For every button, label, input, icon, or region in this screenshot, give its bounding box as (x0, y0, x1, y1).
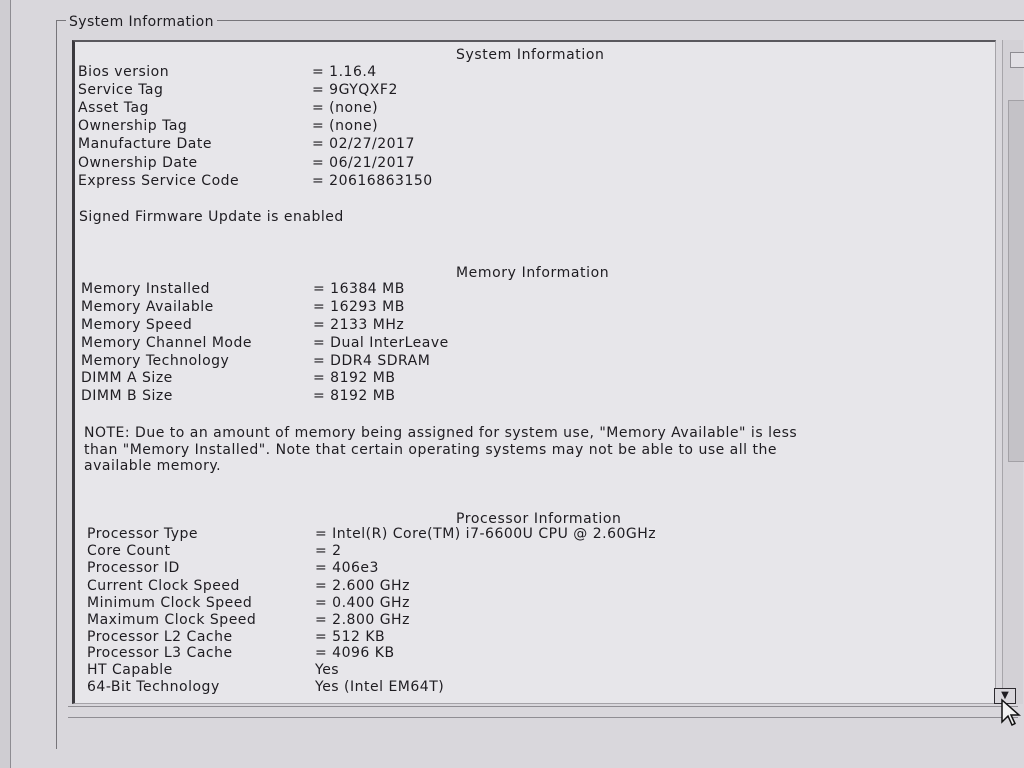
row-label: Processor Type (87, 526, 199, 542)
row-value: = 406e3 (315, 560, 379, 576)
row-value: = 06/21/2017 (312, 155, 415, 171)
memory-note-line: than "Memory Installed". Note that certain operating systems may not be able to use all the (84, 442, 777, 458)
row-label: Memory Installed (81, 281, 211, 297)
row-value: = 8192 MB (313, 388, 396, 404)
row-label: Bios version (78, 64, 170, 80)
memory-note-line: available memory. (84, 458, 222, 474)
row-label: DIMM B Size (81, 388, 173, 404)
row-value: = 20616863150 (312, 173, 433, 189)
row-label: Service Tag (78, 82, 164, 98)
row-value: = Dual InterLeave (313, 335, 449, 351)
row-value: Yes (315, 662, 340, 678)
row-label: Memory Technology (81, 353, 230, 369)
row-label: Memory Available (81, 299, 214, 315)
row-value: = 2 (315, 543, 342, 559)
processor-information-heading: Processor Information (456, 511, 622, 527)
row-label: DIMM A Size (81, 370, 173, 386)
row-label: Express Service Code (78, 173, 240, 189)
row-value: = 9GYQXF2 (312, 82, 398, 98)
row-label: Processor ID (87, 560, 180, 576)
memory-information-heading: Memory Information (456, 265, 610, 281)
groupbox-title: System Information (66, 14, 217, 30)
system-information-heading: System Information (456, 47, 605, 63)
memory-note-line: NOTE: Due to an amount of memory being assigned for system use, "Memory Available" is less (84, 425, 798, 441)
row-value: = (none) (312, 118, 379, 134)
row-label: Current Clock Speed (87, 578, 240, 594)
row-label: Processor L3 Cache (87, 645, 233, 661)
row-label: Asset Tag (78, 100, 149, 116)
row-value: = 0.400 GHz (315, 595, 410, 611)
row-value: = 2.600 GHz (315, 578, 410, 594)
panel-bottom-border (68, 706, 1018, 718)
row-label: Core Count (87, 543, 171, 559)
scroll-thumb[interactable] (1008, 100, 1024, 462)
row-value: = DDR4 SDRAM (313, 353, 431, 369)
row-value: = 2133 MHz (313, 317, 405, 333)
row-value: = 512 KB (315, 629, 386, 645)
row-label: Maximum Clock Speed (87, 612, 257, 628)
row-value: = 16384 MB (313, 281, 405, 297)
row-value: = 2.800 GHz (315, 612, 410, 628)
row-label: Processor L2 Cache (87, 629, 233, 645)
scroll-up-button[interactable] (1010, 52, 1024, 68)
row-label: Manufacture Date (78, 136, 212, 152)
row-label: Memory Speed (81, 317, 193, 333)
row-label: Ownership Date (78, 155, 198, 171)
row-value: = 4096 KB (315, 645, 395, 661)
row-label: 64-Bit Technology (87, 679, 220, 695)
row-value: = (none) (312, 100, 379, 116)
left-edge-strip (0, 0, 11, 768)
row-label: Minimum Clock Speed (87, 595, 253, 611)
firmware-status-text: Signed Firmware Update is enabled (79, 209, 344, 225)
mouse-pointer-icon (1000, 698, 1022, 728)
row-value: = 1.16.4 (312, 64, 377, 80)
row-value: = Intel(R) Core(TM) i7-6600U CPU @ 2.60GHz (315, 526, 657, 542)
row-label: HT Capable (87, 662, 173, 678)
row-value: = 8192 MB (313, 370, 396, 386)
row-label: Memory Channel Mode (81, 335, 252, 351)
row-value: = 02/27/2017 (312, 136, 415, 152)
row-value: Yes (Intel EM64T) (315, 679, 445, 695)
chevron-down-icon: ▼ (1001, 690, 1009, 701)
row-label: Ownership Tag (78, 118, 188, 134)
row-value: = 16293 MB (313, 299, 405, 315)
